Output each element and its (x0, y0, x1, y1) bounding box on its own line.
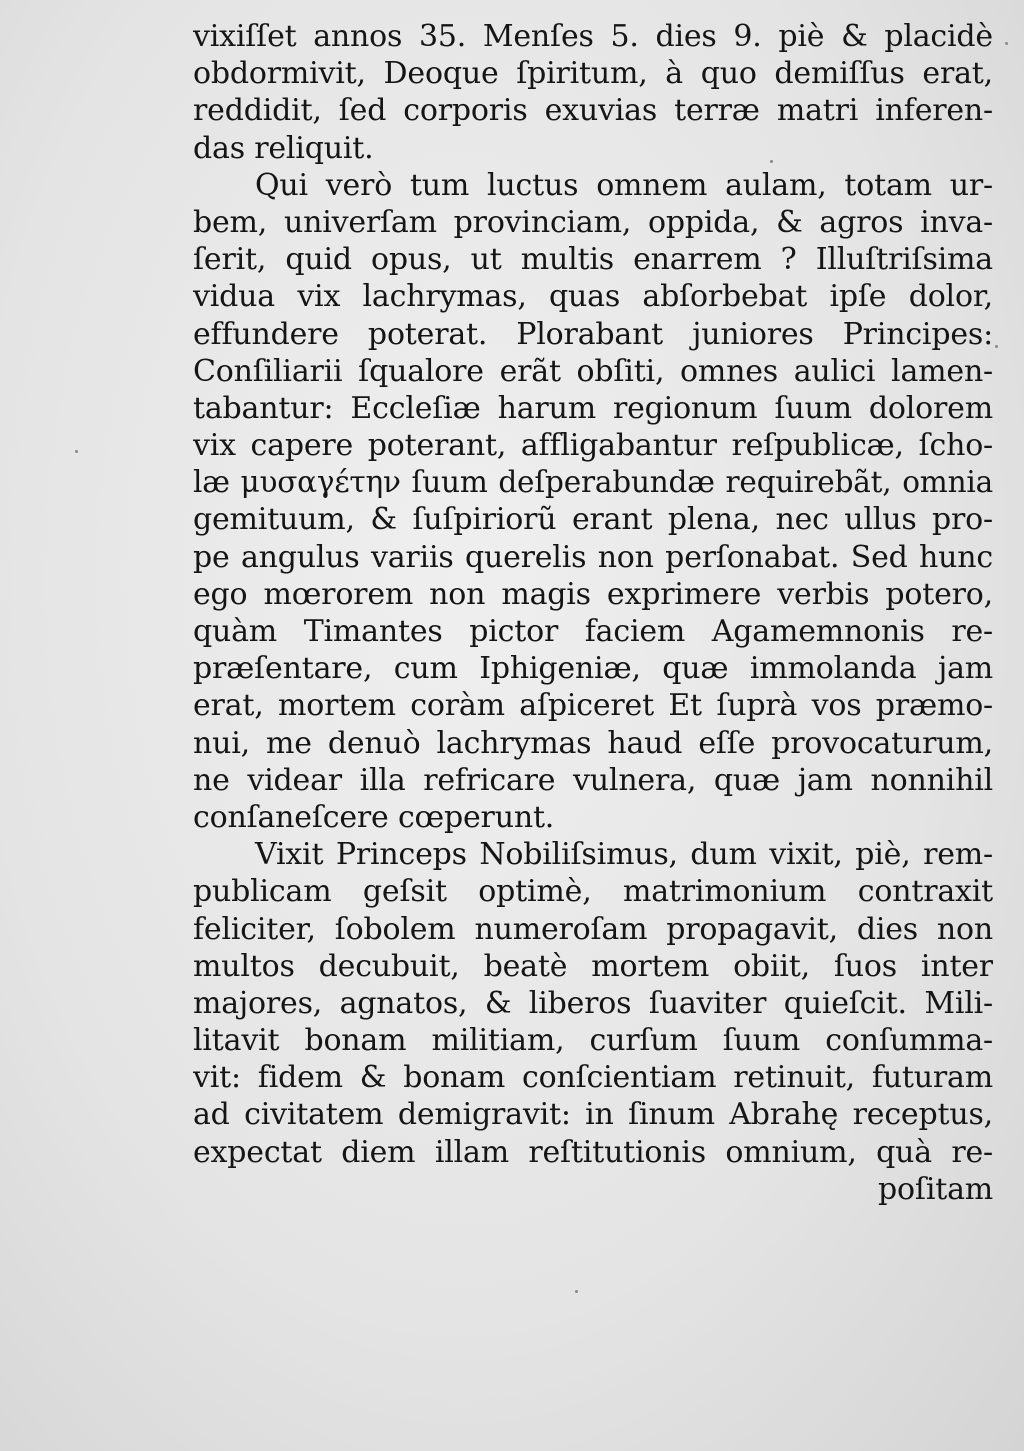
text-line: præſentare, cum Iphigeniæ, quæ immolanda jam (193, 651, 993, 687)
text-line: vixiſſet annos 35. Menſes 5. dies 9. piè & placidè (193, 19, 993, 54)
text-line: litavit bonam militiam, curſum ſuum conſumma- (193, 1023, 993, 1059)
text-line: majores, agnatos, & liberos ſuaviter quieſcit. Mili- (193, 985, 993, 1021)
ink-speck (1005, 42, 1008, 45)
text-line: reddidit, ſed corporis exuvias terræ matri inferen- (193, 93, 993, 129)
text-line: pe angulus variis querelis non perſonabat. Sed hunc (193, 539, 993, 575)
text-line: effundere poterat. Plorabant juniores Principes: (193, 316, 993, 352)
text-line: nui, me denuò lachrymas haud eſſe provocaturum, (193, 725, 993, 761)
text-line: erat, mortem coràm aſpiceret Et ſuprà vos præmo- (193, 688, 993, 724)
text-line: læ μυσαγέτην ſuum deſperabundæ requirebãt, omnia (193, 465, 993, 500)
text-line: ſerit, quid opus, ut multis enarrem ? Illuſtriſsima (193, 242, 993, 278)
text-line: Qui verò tum luctus omnem aulam, totam ur- (255, 167, 993, 203)
ink-speck (75, 450, 78, 453)
text-line: ad civitatem demigravit: in ſinum Abrahę receptus, (193, 1097, 993, 1133)
text-line: quàm Timantes pictor faciem Agamemnonis re- (193, 614, 993, 649)
text-line: conſaneſcere cœperunt. (193, 799, 555, 835)
text-line: Conſiliarii ſqualore erãt obſiti, omnes aulici lamen- (193, 353, 993, 389)
text-line: Vixit Princeps Nobiliſsimus, dum vixit, piè, rem- (255, 837, 993, 873)
text-line: expectat diem illam reſtitutionis omnium, quà re- (193, 1134, 993, 1170)
text-line: gemituum, & ſuſpiriorũ erant plena, nec ullus pro- (193, 502, 993, 538)
text-line: multos decubuit, beatè mortem obiit, ſuos inter (193, 948, 993, 984)
text-line: vix capere poterant, affligabantur reſpublicæ, ſcho- (193, 428, 993, 464)
text-line: feliciter, ſobolem numeroſam propagavit, dies non (193, 911, 993, 947)
text-line: das reliquit. (193, 130, 374, 166)
text-line: poſitam (878, 1171, 993, 1207)
ink-speck (770, 160, 773, 163)
text-line: vidua vix lachrymas, quas abſorbebat ipſe dolor, (193, 279, 993, 315)
text-line: publicam geſsit optimè, matrimonium contraxit (193, 874, 993, 910)
text-line: obdormivit, Deoque ſpiritum, à quo demiſſus erat, (193, 56, 993, 92)
text-line: vit: fidem & bonam conſcientiam retinuit, futuram (193, 1060, 993, 1096)
text-line: bem, univerſam provinciam, oppida, & agros inva- (193, 204, 993, 240)
ink-speck (995, 345, 998, 348)
text-line: tabantur: Eccleſiæ harum regionum ſuum dolorem (193, 390, 993, 426)
text-line: ego mœrorem non magis exprimere verbis potero, (193, 576, 993, 612)
text-line: ne videar illa refricare vulnera, quæ jam nonnihil (193, 762, 993, 798)
ink-speck (575, 1290, 578, 1293)
page-text (193, 18, 993, 1208)
